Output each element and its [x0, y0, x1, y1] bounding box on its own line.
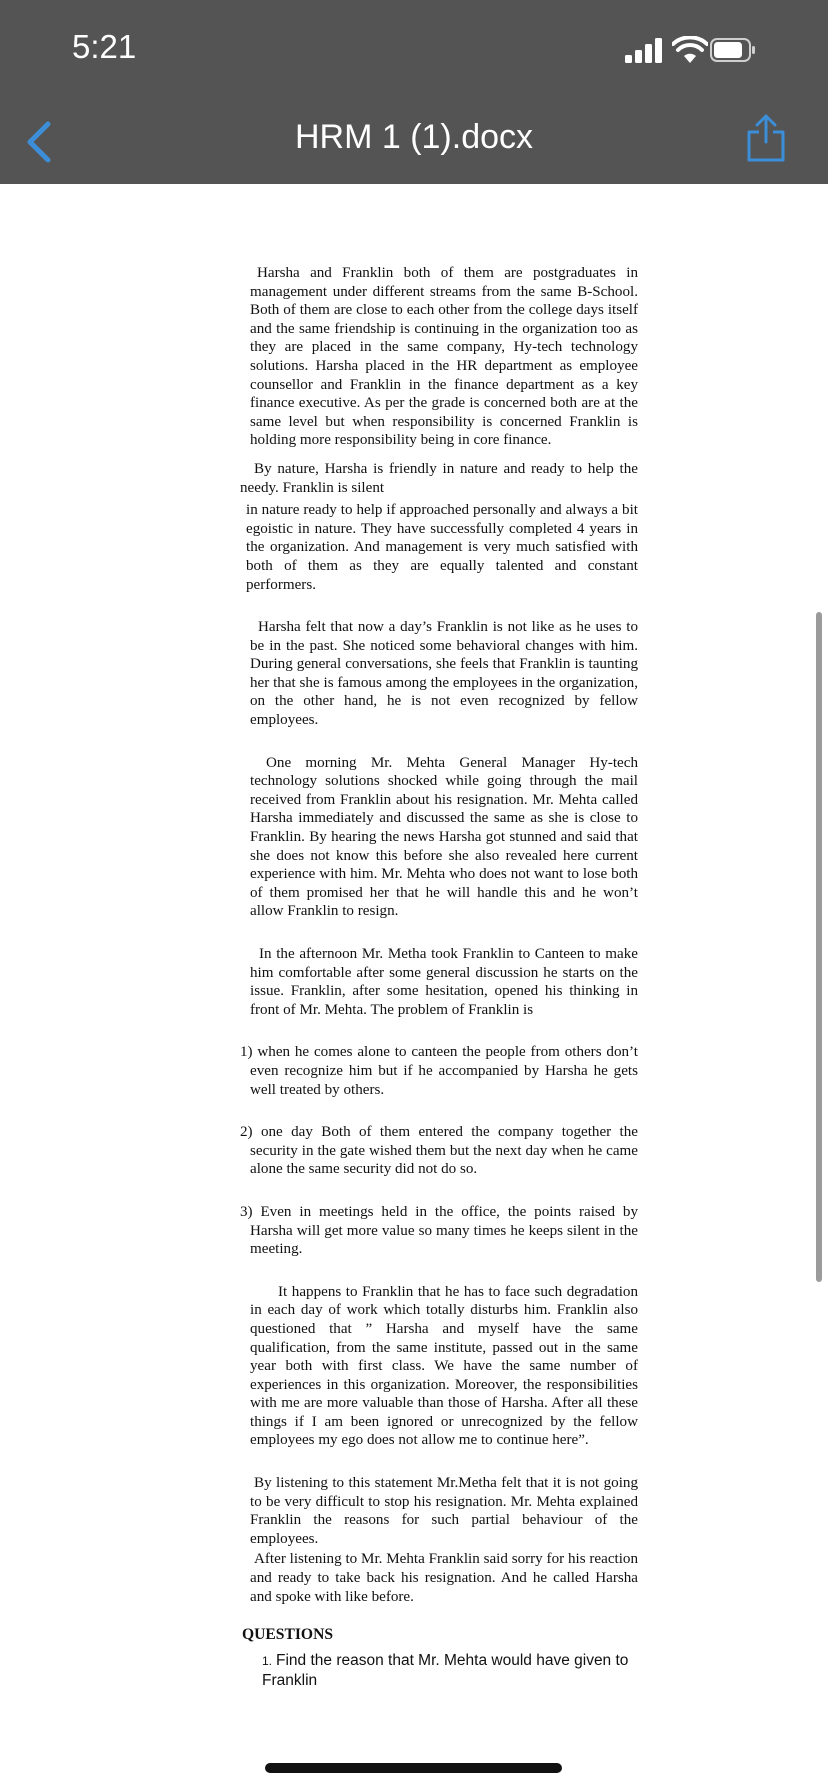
paragraph: Harsha and Franklin both of them are postgraduates in management under different streams from the same B-School. Both of them are close to each other from the college days itself and the same friendship is continuing in the organization too as they are placed in the same company, Hy-tech technology solutions. Harsha placed in the HR department as employee counsellor and Franklin in the finance department as a key finance executive. As per the grade is concerned both are at the same level but when responsibility is concerned Franklin is holding more responsibility being in core finance. — [250, 265, 638, 449]
wifi-icon — [672, 36, 708, 64]
list-item: 2) one day Both of them entered the company together the security in the gate wished them but the next day when he came alone the same security did not do so. — [240, 1124, 638, 1178]
home-indicator[interactable] — [265, 1763, 562, 1773]
list-item: 3) Even in meetings held in the office, the points raised by Harsha will get more value so many times he keeps silent in the meeting. — [240, 1203, 638, 1258]
question-text: Find the reason that Mr. Mehta would have given to Franklin — [262, 1651, 629, 1689]
questions-heading: QUESTIONS — [242, 1626, 333, 1644]
document-title: HRM 1 (1).docx — [294, 118, 534, 156]
paragraph: in nature ready to help if approached personally and always a bit egoistic in nature. They have successfully completed 4 years in the organization. And management is very much satisfied with both of them as they are equally talented and constant performers. — [246, 502, 638, 593]
paragraph: Harsha felt that now a day’s Franklin is not like as he uses to be in the past. She noticed some behavioral changes with him. During general conversations, she feels that Franklin is taunting her that she is famous among the employees in the organization, on the other hand, he is not even recognized by fellow employees. — [250, 619, 638, 729]
scrollbar[interactable] — [816, 612, 822, 1282]
cellular-signal-icon — [624, 36, 664, 64]
question-number: 1. — [262, 1653, 273, 1668]
share-button[interactable] — [744, 112, 788, 164]
battery-icon — [710, 38, 756, 62]
paragraph: By listening to this statement Mr.Metha felt that it is not going to be very difficult to stop his resignation. Mr. Mehta explained Franklin the reasons for such partial behaviour of the employees. — [250, 1475, 638, 1547]
document-body — [240, 264, 638, 1690]
top-bar — [0, 0, 828, 184]
paragraph: It happens to Franklin that he has to face such degradation in each day of work which totally disturbs him. Franklin also questioned that ” Harsha and myself have the same qualification, from the same institute, passed out in the same year both with first class. We have the same number of experiences in this organization. Moreover, the responsibilities with me are more valuable than those of Harsha. After all these things if I am been ignored or unrecognized by the fellow employees my ego does not allow me to continue here”. — [250, 1283, 638, 1449]
status-time: 5:21 — [72, 28, 137, 65]
paragraph: In the afternoon Mr. Metha took Franklin to Canteen to make him comfortable after some general discussion he starts on the issue. Franklin, after some hesitation, opened his thinking in front of Mr. Mehta. The problem of Franklin is — [250, 946, 638, 1018]
list-item: 1) when he comes alone to canteen the people from others don’t even recognize him but if he accompanied by Harsha he gets well treated by others. — [240, 1044, 638, 1098]
paragraph: One morning Mr. Mehta General Manager Hy-tech technology solutions shocked while going through the mail received from Franklin about his resignation. Mr. Mehta called Harsha immediately and discussed the same as she is close to Franklin. By hearing the news Harsha got stunned and said that she does not know this before she also revealed here current experience with him. Mr. Mehta who does not want to lose both of them promised her that he will handle this and he won’t allow Franklin to resign. — [250, 754, 638, 920]
question-item — [262, 1651, 638, 1690]
paragraph: By nature, Harsha is friendly in nature and ready to help the needy. Franklin is silent — [240, 460, 638, 496]
paragraph: After listening to Mr. Mehta Franklin said sorry for his reaction and ready to take back his resignation. And he called Harsha and spoke with like before. — [250, 1551, 638, 1605]
